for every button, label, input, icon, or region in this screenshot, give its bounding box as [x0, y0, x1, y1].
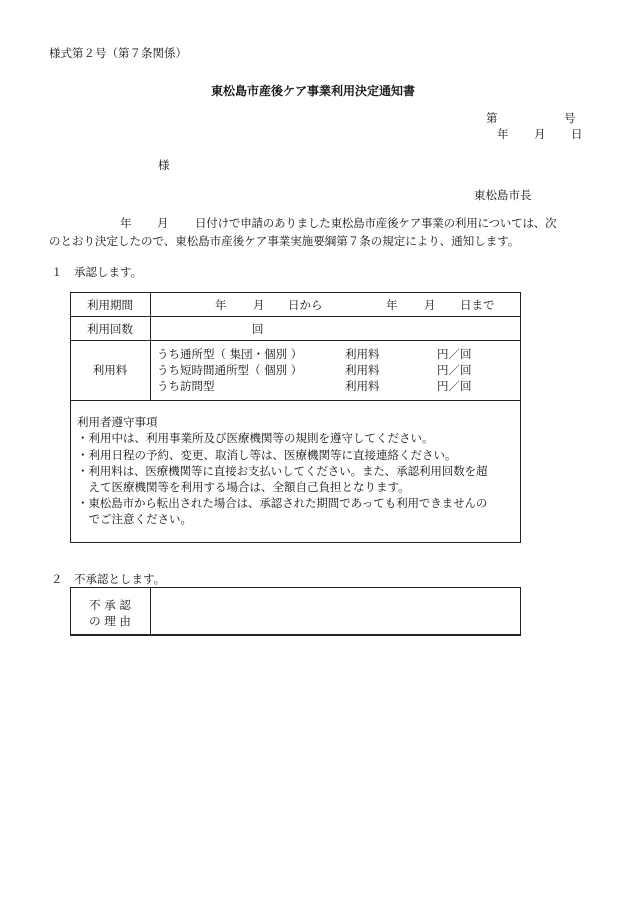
period-day-to: 日まで [460, 298, 495, 312]
fee-label-day: 利用料 [345, 347, 380, 361]
note-line: ・東松島市から転出された場合は、承認された期間であっても利用できませんの [77, 496, 488, 510]
issuer: 東松島市長 [474, 188, 532, 202]
date-month: 月 [534, 127, 546, 141]
notes-heading: 利用者遵守事項 [77, 415, 158, 429]
body-line2: のとおり決定したので、東松島市産後ケア事業実施要綱第７条の規定により、通知します。 [49, 234, 520, 248]
section1-heading: １ 承認します。 [51, 265, 143, 279]
number-dai: 第 [486, 111, 498, 125]
row-divider [70, 400, 521, 401]
note-line: えて医療機関等を利用する場合は、全額自己負担となります。 [77, 480, 410, 494]
body-month: 月 [157, 216, 169, 230]
period-month-from: 月 [253, 298, 265, 312]
fee-type-short: うち短時間通所型（ 個別 ） [157, 363, 303, 377]
number-go: 号 [564, 111, 576, 125]
rejection-label-line2: の 理 由 [89, 614, 131, 628]
row-divider [70, 340, 521, 341]
addressee-suffix: 様 [158, 158, 170, 172]
column-divider [150, 587, 151, 636]
document-title: 東松島市産後ケア事業利用決定通知書 [211, 84, 416, 98]
fee-unit-visit: 円／回 [437, 379, 472, 393]
count-unit: 回 [252, 322, 264, 336]
note-line: ・利用日程の予約、変更、取消し等は、医療機関等に直接連絡ください。 [77, 448, 457, 462]
column-divider [150, 292, 151, 400]
period-year-from: 年 [215, 298, 227, 312]
period-label: 利用期間 [87, 298, 133, 312]
fee-label-short: 利用料 [345, 363, 380, 377]
fee-unit-day: 円／回 [437, 347, 472, 361]
note-line: でご注意ください。 [77, 512, 192, 526]
form-label: 様式第２号（第７条関係） [49, 46, 187, 60]
fee-type-day: うち通所型（ 集団・個別 ） [157, 347, 303, 361]
period-day-from: 日から [288, 298, 323, 312]
period-year-to: 年 [386, 298, 398, 312]
period-month-to: 月 [424, 298, 436, 312]
count-label: 利用回数 [87, 322, 133, 336]
date-year: 年 [497, 127, 509, 141]
fee-label: 利用料 [92, 363, 128, 377]
section2-heading: ２ 不承認とします。 [51, 572, 166, 586]
row-divider [70, 316, 521, 317]
note-line: ・利用中は、利用事業所及び医療機関等の規則を遵守してください。 [77, 431, 434, 445]
note-line: ・利用料は、医療機関等に直接お支払いしてください。また、承認利用回数を超 [77, 464, 488, 478]
fee-type-visit: うち訪問型 [157, 379, 215, 393]
fee-unit-short: 円／回 [437, 363, 472, 377]
rejection-label-line1: 不 承 認 [89, 598, 131, 612]
date-day: 日 [571, 127, 583, 141]
body-line1: 日付けで申請のありました東松島市産後ケア事業の利用については、次 [195, 216, 557, 230]
fee-label-visit: 利用料 [345, 379, 380, 393]
body-year: 年 [120, 216, 132, 230]
